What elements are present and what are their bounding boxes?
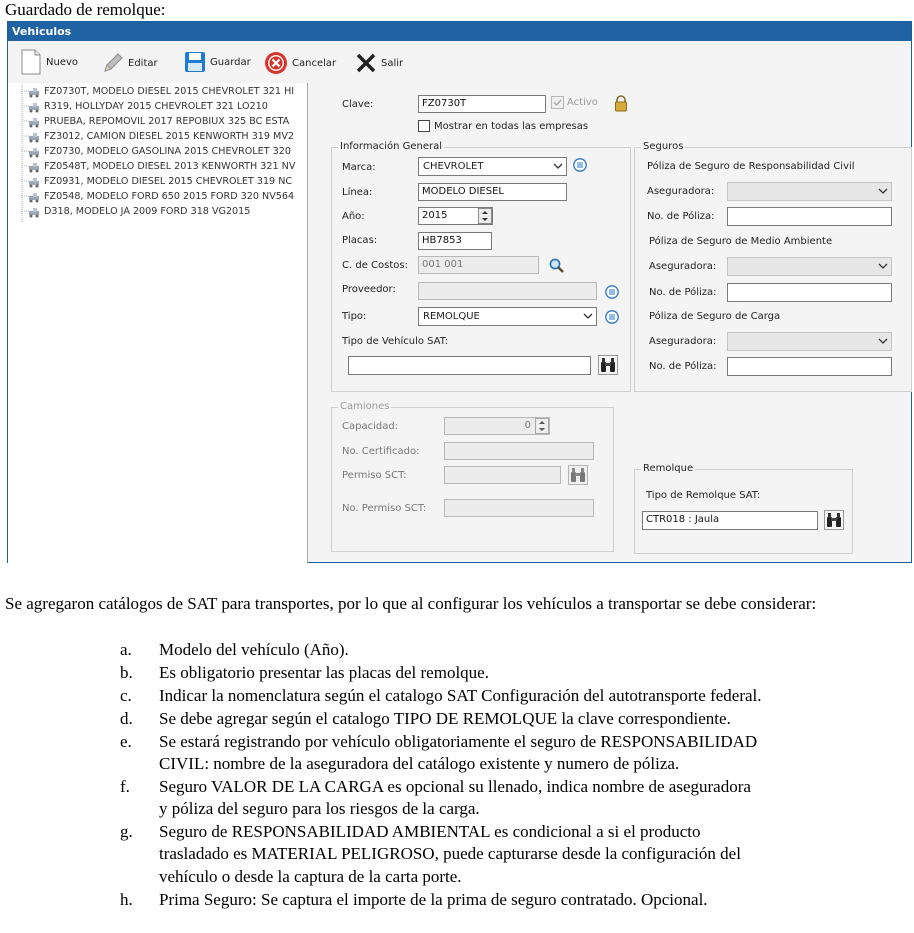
chevron-down-icon [553, 161, 563, 171]
list-item[interactable] [28, 129, 294, 144]
tree-item-label: R319, HOLLYDAY 2015 CHEVROLET 321 LO210 [44, 101, 268, 112]
tree-item-label: FZ0931, MODELO DIESEL 2015 CHEVROLET 319 NC [44, 176, 293, 187]
vehicle-form [308, 83, 911, 562]
nuevo-button[interactable] [20, 49, 78, 75]
proveedor-label: Proveedor: [342, 284, 396, 295]
chevron-down-icon [583, 311, 593, 321]
item-letter: c. [120, 686, 132, 705]
chevron-down-icon [878, 186, 888, 196]
permiso-input[interactable] [444, 466, 561, 484]
activo-checkbox[interactable] [551, 96, 598, 109]
binoculars-icon[interactable] [824, 510, 844, 530]
list-item[interactable] [28, 174, 292, 189]
carga-poliza-input[interactable] [727, 357, 892, 376]
list-catalog-icon[interactable] [605, 285, 619, 299]
list-catalog-icon[interactable] [605, 310, 619, 324]
ma-poliza-input[interactable] [727, 283, 892, 302]
tree-item-label: FZ0730, MODELO GASOLINA 2015 CHEVROLET 320 [44, 146, 291, 157]
lock-icon [614, 95, 628, 112]
chevron-down-icon [878, 261, 888, 271]
guardar-label: Guardar [210, 56, 251, 68]
rc-poliza-input[interactable] [727, 207, 892, 226]
seguro-ma-title: Póliza de Seguro de Medio Ambiente [649, 236, 833, 247]
tree-item-label: PRUEBA, REPOMOVIL 2017 REPOBIUX 325 BC ESTA [44, 116, 290, 127]
linea-input[interactable]: MODELO DIESEL [418, 183, 567, 201]
permiso-label: Permiso SCT: [342, 470, 407, 481]
truck-icon [28, 176, 40, 188]
save-icon [184, 51, 206, 73]
item-letter: d. [120, 709, 133, 728]
list-item[interactable] [28, 159, 295, 174]
item-letter: f. [120, 777, 130, 796]
item-letter: g. [120, 822, 133, 841]
item-text: y póliza del seguro para los riesgos de la carga. [159, 799, 480, 818]
tree-item-label: FZ0548T, MODELO DIESEL 2013 KENWORTH 321 NV [44, 161, 296, 172]
item-text: vehículo o desde la captura de la carta porte. [159, 867, 462, 886]
vehiculos-window [7, 21, 912, 563]
cancel-icon [264, 51, 288, 75]
truck-icon [28, 146, 40, 158]
clave-input[interactable]: FZ0730T [418, 95, 546, 113]
vehicle-tree[interactable] [8, 83, 308, 563]
rc-aseguradora-select[interactable] [727, 182, 892, 201]
rc-aseguradora-label: Aseguradora: [647, 186, 715, 197]
costos-label: C. de Costos: [342, 260, 408, 271]
binoculars-icon[interactable] [598, 355, 618, 375]
carga-poliza-label: No. de Póliza: [649, 361, 717, 372]
placas-input[interactable]: HB7853 [418, 232, 492, 250]
doc-heading: Guardado de remolque: [5, 0, 166, 19]
ma-aseguradora-select[interactable] [727, 257, 892, 276]
item-text: CIVIL: nombre de la aseguradora del catálogo existente y numero de póliza. [159, 754, 680, 773]
info-general-title: Información General [340, 141, 443, 152]
tree-item-label: D318, MODELO JA 2009 FORD 318 VG2015 [44, 206, 251, 217]
item-letter: a. [120, 640, 132, 659]
carga-aseguradora-label: Aseguradora: [649, 336, 717, 347]
item-text: Indicar la nomenclatura según el catalogo SAT Configuración del autotransporte federal. [159, 686, 762, 705]
tipo-sat-label: Tipo de Vehículo SAT: [342, 336, 449, 347]
tipo-value: REMOLQUE [423, 311, 480, 322]
spinner-icon[interactable] [535, 418, 549, 434]
truck-icon [28, 86, 40, 98]
activo-label: Activo [567, 97, 598, 108]
list-item[interactable] [28, 114, 289, 129]
ma-poliza-label: No. de Póliza: [649, 287, 717, 298]
checkbox-checked-icon [551, 96, 564, 109]
item-text: Modelo del vehículo (Año). [159, 640, 349, 659]
spinner-icon[interactable] [478, 208, 492, 224]
placas-label: Placas: [342, 235, 378, 246]
remolque-tipo-input[interactable]: CTR018 : Jaula [642, 511, 818, 530]
list-item[interactable] [28, 189, 294, 204]
mostrar-label: Mostrar en todas las empresas [434, 120, 589, 132]
cancelar-label: Cancelar [292, 57, 337, 69]
certificado-label: No. Certificado: [342, 446, 420, 457]
seguro-rc-title: Póliza de Seguro de Responsabilidad Civil [647, 161, 855, 172]
capacidad-input[interactable]: 0 [444, 417, 550, 435]
item-text: Se debe agregar según el catalogo TIPO DE REMOLQUE la clave correspondiente. [159, 709, 731, 728]
truck-icon [28, 101, 40, 113]
chevron-down-icon [878, 336, 888, 346]
carga-aseguradora-select[interactable] [727, 332, 892, 351]
cancelar-button[interactable] [264, 51, 336, 75]
item-letter: e. [120, 732, 132, 751]
tree-item-label: FZ0548, MODELO FORD 650 2015 FORD 320 NV564 [44, 191, 295, 202]
ma-aseguradora-label: Aseguradora: [649, 261, 717, 272]
item-text: Seguro de RESPONSABILIDAD AMBIENTAL es condicional a si el producto [159, 822, 701, 841]
truck-icon [28, 191, 40, 203]
marca-select[interactable] [418, 157, 567, 176]
nuevo-label: Nuevo [46, 56, 79, 68]
marca-value: CHEVROLET [423, 161, 484, 172]
salir-button[interactable] [355, 52, 403, 74]
truck-icon [28, 206, 40, 218]
checkbox-icon [418, 120, 430, 132]
rc-poliza-label: No. de Póliza: [647, 211, 715, 222]
certificado-input[interactable] [444, 442, 594, 460]
editar-label: Editar [128, 57, 158, 69]
item-text: Es obligatorio presentar las placas del remolque. [159, 663, 489, 682]
truck-icon [28, 131, 40, 143]
new-document-icon [20, 49, 42, 75]
anio-label: Año: [342, 211, 365, 222]
intro-paragraph: Se agregaron catálogos de SAT para transportes, por lo que al configurar los vehículos a transportar se debe considerar: [5, 594, 817, 613]
tipo-label: Tipo: [342, 311, 367, 322]
pencil-icon [102, 52, 124, 74]
marca-label: Marca: [342, 162, 376, 173]
anio-input[interactable]: 2015 [418, 207, 493, 225]
salir-label: Salir [381, 57, 404, 69]
list-item[interactable] [28, 204, 250, 219]
camiones-title: Camiones [340, 401, 390, 412]
remolque-tipo-label: Tipo de Remolque SAT: [646, 490, 761, 501]
proveedor-input[interactable] [418, 282, 597, 300]
no-permiso-label: No. Permiso SCT: [342, 503, 427, 514]
close-icon [355, 52, 377, 74]
binoculars-icon[interactable] [568, 465, 588, 485]
item-letter: b. [120, 663, 133, 682]
no-permiso-input[interactable] [444, 499, 594, 517]
item-text: Prima Seguro: Se captura el importe de la prima de seguro contratado. Opcional. [159, 890, 708, 909]
linea-label: Línea: [342, 187, 373, 198]
list-item[interactable] [28, 84, 294, 99]
truck-icon [28, 116, 40, 128]
item-text: Seguro VALOR DE LA CARGA es opcional su llenado, indica nombre de aseguradora [159, 777, 751, 796]
editar-button[interactable] [102, 52, 158, 74]
truck-icon [28, 161, 40, 173]
tipo-select[interactable] [418, 307, 597, 326]
remolque-title: Remolque [643, 463, 694, 474]
clave-label: Clave: [342, 99, 374, 110]
list-item[interactable] [28, 99, 268, 114]
seguro-carga-title: Póliza de Seguro de Carga [649, 311, 781, 322]
seguros-title: Seguros [643, 141, 684, 152]
item-text: trasladado es MATERIAL PELIGROSO, puede capturarse desde la configuración del [159, 844, 741, 863]
list-item[interactable] [28, 144, 291, 159]
capacidad-label: Capacidad: [342, 421, 399, 432]
tipo-sat-input[interactable] [348, 356, 591, 375]
costos-input[interactable]: 001 001 [418, 256, 539, 274]
tree-item-label: FZ0730T, MODELO DIESEL 2015 CHEVROLET 321 HI [44, 86, 295, 97]
window-title: Vehiculos [8, 22, 911, 41]
list-catalog-icon[interactable] [573, 158, 587, 172]
tree-item-label: FZ3012, CAMION DIESEL 2015 KENWORTH 319 MV2 [44, 131, 295, 142]
item-letter: h. [120, 890, 133, 909]
guardar-button[interactable] [184, 51, 251, 73]
search-icon[interactable] [548, 257, 565, 274]
item-text: Se estará registrando por vehículo obligatoriamente el seguro de RESPONSABILIDAD [159, 732, 758, 751]
mostrar-checkbox[interactable] [418, 120, 588, 132]
